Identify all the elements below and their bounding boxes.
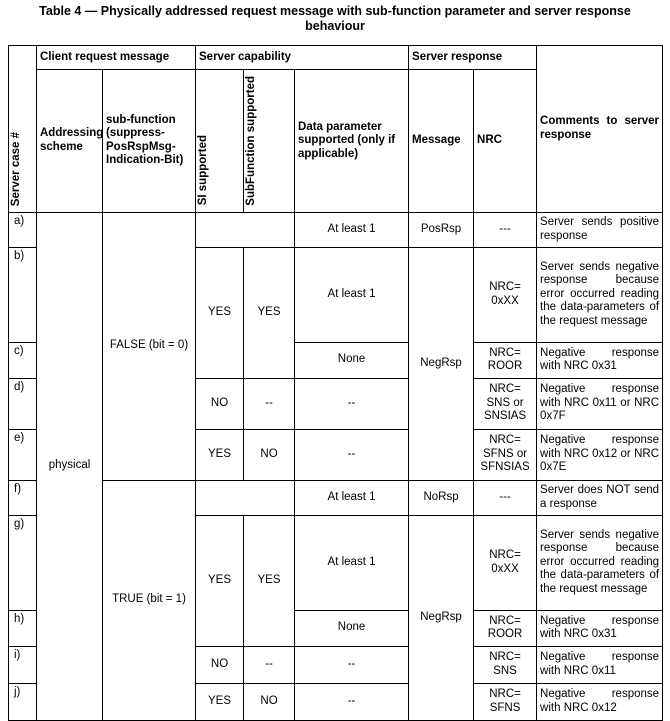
table-row	[9, 480, 663, 515]
case-cell: i)	[9, 646, 37, 683]
table-row	[9, 212, 663, 247]
si-cell: YES	[196, 515, 244, 646]
comment-cell: Negative response with NRC 0x11 or NRC 0x7F	[537, 378, 663, 429]
case-cell: a)	[9, 212, 37, 247]
si-cell: NO	[196, 646, 244, 683]
case-cell: f)	[9, 480, 37, 515]
sub-function-false-cell: FALSE (bit = 0)	[103, 212, 196, 480]
header-nrc: NRC	[474, 70, 537, 213]
data-param-cell: None	[295, 610, 409, 646]
message-cell: NegRsp	[409, 247, 474, 480]
si-cell: YES	[196, 429, 244, 480]
case-cell: c)	[9, 342, 37, 378]
header-addressing: Addressing scheme	[37, 70, 103, 213]
header-server-case: Server case #	[9, 46, 37, 213]
blank-capability-cell	[196, 480, 295, 515]
nrc-cell: NRC= SNS	[474, 646, 537, 683]
comment-cell: Negative response with NRC 0x12	[537, 683, 663, 720]
sf-cell: YES	[244, 515, 295, 646]
comment-cell: Server sends negative response because error occurred reading the data-parameters of the request message	[537, 515, 663, 610]
header-server-response: Server response	[409, 46, 537, 70]
data-param-cell: At least 1	[295, 480, 409, 515]
sf-cell: NO	[244, 429, 295, 480]
nrc-cell: ---	[474, 480, 537, 515]
si-cell: YES	[196, 683, 244, 720]
message-cell: NoRsp	[409, 480, 474, 515]
comment-cell: Negative response with NRC 0x12 or NRC 0x7E	[537, 429, 663, 480]
nrc-cell: NRC= 0xXX	[474, 247, 537, 342]
nrc-cell: ---	[474, 212, 537, 247]
comment-cell: Server sends negative response because error occurred reading the data-parameters of the request message	[537, 247, 663, 342]
blank-capability-cell	[196, 212, 295, 247]
sf-cell: YES	[244, 247, 295, 378]
sub-function-true-cell: TRUE (bit = 1)	[103, 480, 196, 720]
case-cell: g)	[9, 515, 37, 610]
case-cell: e)	[9, 429, 37, 480]
message-cell: NegRsp	[409, 515, 474, 720]
data-param-cell: --	[295, 683, 409, 720]
table-title-line-2: behaviour	[305, 19, 365, 33]
comment-cell: Server sends positive response	[537, 212, 663, 247]
case-cell: j)	[9, 683, 37, 720]
response-behaviour-table	[8, 45, 663, 721]
comment-cell: Server does NOT send a response	[537, 480, 663, 515]
header-si-supported: SI supported	[196, 70, 244, 213]
sf-cell: --	[244, 646, 295, 683]
header-subfunction-supported: SubFunction supported	[244, 70, 295, 213]
header-sub-function: sub-function (suppress-PosRspMsg-Indication-Bit)	[103, 70, 196, 213]
nrc-cell: NRC= ROOR	[474, 342, 537, 378]
addressing-cell: physical	[37, 212, 103, 720]
nrc-cell: NRC= SNS or SNSIAS	[474, 378, 537, 429]
message-cell: PosRsp	[409, 212, 474, 247]
comment-cell: Negative response with NRC 0x31	[537, 610, 663, 646]
nrc-cell: NRC= 0xXX	[474, 515, 537, 610]
table-title	[0, 4, 670, 34]
table-title-line-1: Table 4 — Physically addressed request message with sub-function parameter and server response	[39, 4, 631, 18]
header-data-parameter: Data parameter supported (only if applicable)	[295, 70, 409, 213]
header-comments: Comments to server response	[537, 46, 663, 213]
data-param-cell: --	[295, 378, 409, 429]
data-param-cell: At least 1	[295, 212, 409, 247]
case-cell: d)	[9, 378, 37, 429]
sf-cell: --	[244, 378, 295, 429]
header-server-capability: Server capability	[196, 46, 409, 70]
nrc-cell: NRC= ROOR	[474, 610, 537, 646]
sf-cell: NO	[244, 683, 295, 720]
case-cell: h)	[9, 610, 37, 646]
si-cell: NO	[196, 378, 244, 429]
header-message: Message	[409, 70, 474, 213]
nrc-cell: NRC= SFNS or SFNSIAS	[474, 429, 537, 480]
data-param-cell: --	[295, 646, 409, 683]
comment-cell: Negative response with NRC 0x31	[537, 342, 663, 378]
data-param-cell: --	[295, 429, 409, 480]
case-cell: b)	[9, 247, 37, 342]
data-param-cell: None	[295, 342, 409, 378]
si-cell: YES	[196, 247, 244, 378]
data-param-cell: At least 1	[295, 515, 409, 610]
comment-cell: Negative response with NRC 0x11	[537, 646, 663, 683]
header-client-request: Client request message	[37, 46, 196, 70]
data-param-cell: At least 1	[295, 247, 409, 342]
nrc-cell: NRC= SFNS	[474, 683, 537, 720]
